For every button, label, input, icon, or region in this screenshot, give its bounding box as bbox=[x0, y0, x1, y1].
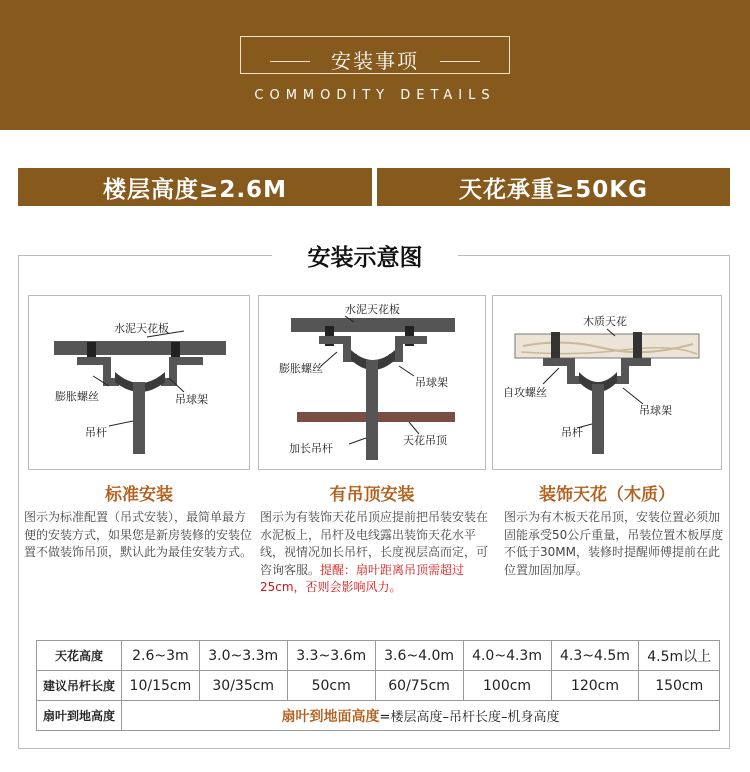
table-cell: 2.6~3m bbox=[122, 641, 200, 671]
panel-title-standard: 标准安装 bbox=[105, 485, 173, 505]
wood-ceiling bbox=[515, 334, 699, 358]
table-cell: 4.0~4.3m bbox=[463, 641, 551, 671]
diagram-title: 安装示意图 bbox=[272, 232, 458, 278]
formula-key: 扇叶到地面高度 bbox=[281, 708, 380, 725]
label-rod: 吊杆 bbox=[561, 426, 583, 439]
diagram-wood-ceiling bbox=[493, 296, 723, 471]
label-ceiling: 水泥天花板 bbox=[114, 322, 169, 335]
label-ceiling: 木质天花 bbox=[583, 315, 627, 328]
rod bbox=[366, 360, 378, 460]
ceiling-slab bbox=[54, 341, 226, 355]
table-cell: 3.3~3.6m bbox=[287, 641, 375, 671]
table-cell: 10/15cm bbox=[122, 671, 200, 701]
bracket-right bbox=[613, 362, 651, 380]
table-row bbox=[37, 671, 720, 701]
label-rod: 吊杆 bbox=[85, 426, 107, 439]
table-cell: 4.5m以上 bbox=[639, 641, 720, 671]
row-header-ceiling-height: 天花高度 bbox=[37, 641, 122, 671]
desc-text: 图示为有装饰天花吊顶应提前把吊装安装在水泥板上，吊杆及电线露出装饰天花水平线，视情况加长吊杆，长度视层高而定，可咨询客服。 bbox=[260, 510, 489, 577]
ceiling-slab bbox=[291, 318, 455, 332]
table-row bbox=[37, 701, 720, 731]
row-header-rod-length: 建议吊杆长度 bbox=[37, 671, 122, 701]
banner-subtitle: COMMODITY DETAILS bbox=[254, 88, 496, 103]
rod bbox=[133, 382, 145, 454]
label-drop: 天花吊顶 bbox=[403, 434, 447, 447]
header-banner bbox=[0, 0, 750, 130]
rod bbox=[592, 384, 604, 454]
label-bolt: 自攻螺丝 bbox=[503, 386, 547, 399]
panel-desc-drop-ceiling bbox=[260, 509, 488, 597]
panel-title-drop-ceiling: 有吊顶安装 bbox=[329, 485, 415, 505]
label-bracket: 吊球架 bbox=[175, 393, 208, 406]
table-cell: 3.0~3.3m bbox=[199, 641, 287, 671]
panel-wood-ceiling bbox=[492, 295, 722, 470]
panel-drop-ceiling bbox=[258, 295, 486, 470]
label-bolt: 膨胀螺丝 bbox=[279, 362, 323, 375]
requirement-height: 楼层高度≥2.6M bbox=[18, 168, 372, 206]
row-header-blade-height: 扇叶到地高度 bbox=[37, 701, 122, 731]
table-cell: 100cm bbox=[463, 671, 551, 701]
table-cell: 60/75cm bbox=[375, 671, 463, 701]
spec-table bbox=[36, 640, 720, 731]
table-cell: 50cm bbox=[287, 671, 375, 701]
formula-cell bbox=[122, 701, 720, 731]
label-ceiling: 水泥天花板 bbox=[345, 303, 400, 316]
label-rod: 加长吊杆 bbox=[289, 442, 333, 455]
table-cell: 120cm bbox=[551, 671, 639, 701]
formula-rest: =楼层高度–吊杆长度–机身高度 bbox=[379, 709, 560, 725]
table-row bbox=[37, 641, 720, 671]
panel-desc-standard: 图示为标准配置（吊式安装），最简单最方便的安装方式，如果您是新房装修的安装位置不做装饰吊顶，默认此为最佳安装方式。 bbox=[24, 510, 253, 559]
diagram-drop-ceiling bbox=[259, 296, 487, 471]
table-cell: 30/35cm bbox=[199, 671, 287, 701]
panel-standard bbox=[28, 295, 250, 470]
diagram-standard bbox=[29, 296, 251, 471]
label-bolt: 膨胀螺丝 bbox=[55, 390, 99, 403]
bracket-right bbox=[161, 361, 203, 382]
requirement-load: 天花承重≥50KG bbox=[377, 168, 730, 206]
label-bracket: 吊球架 bbox=[415, 376, 448, 389]
panel-title-wood-ceiling: 装饰天花（木质） bbox=[539, 485, 675, 505]
table-cell: 150cm bbox=[639, 671, 720, 701]
warning-text: 提醒：扇叶距离吊顶需超过25cm，否则会影响风力。 bbox=[260, 562, 465, 594]
banner-title: 安装事项 bbox=[331, 49, 419, 73]
table-cell: 3.6~4.0m bbox=[375, 641, 463, 671]
table-cell: 4.3~4.5m bbox=[551, 641, 639, 671]
panel-desc-wood-ceiling: 图示为有木板天花吊顶，安装位置必须加固能承受50公斤重量，吊装位置木板厚度不低于30MM，装修时提醒师傅提前在此位置加固加厚。 bbox=[504, 510, 724, 577]
label-bracket: 吊球架 bbox=[639, 404, 672, 417]
